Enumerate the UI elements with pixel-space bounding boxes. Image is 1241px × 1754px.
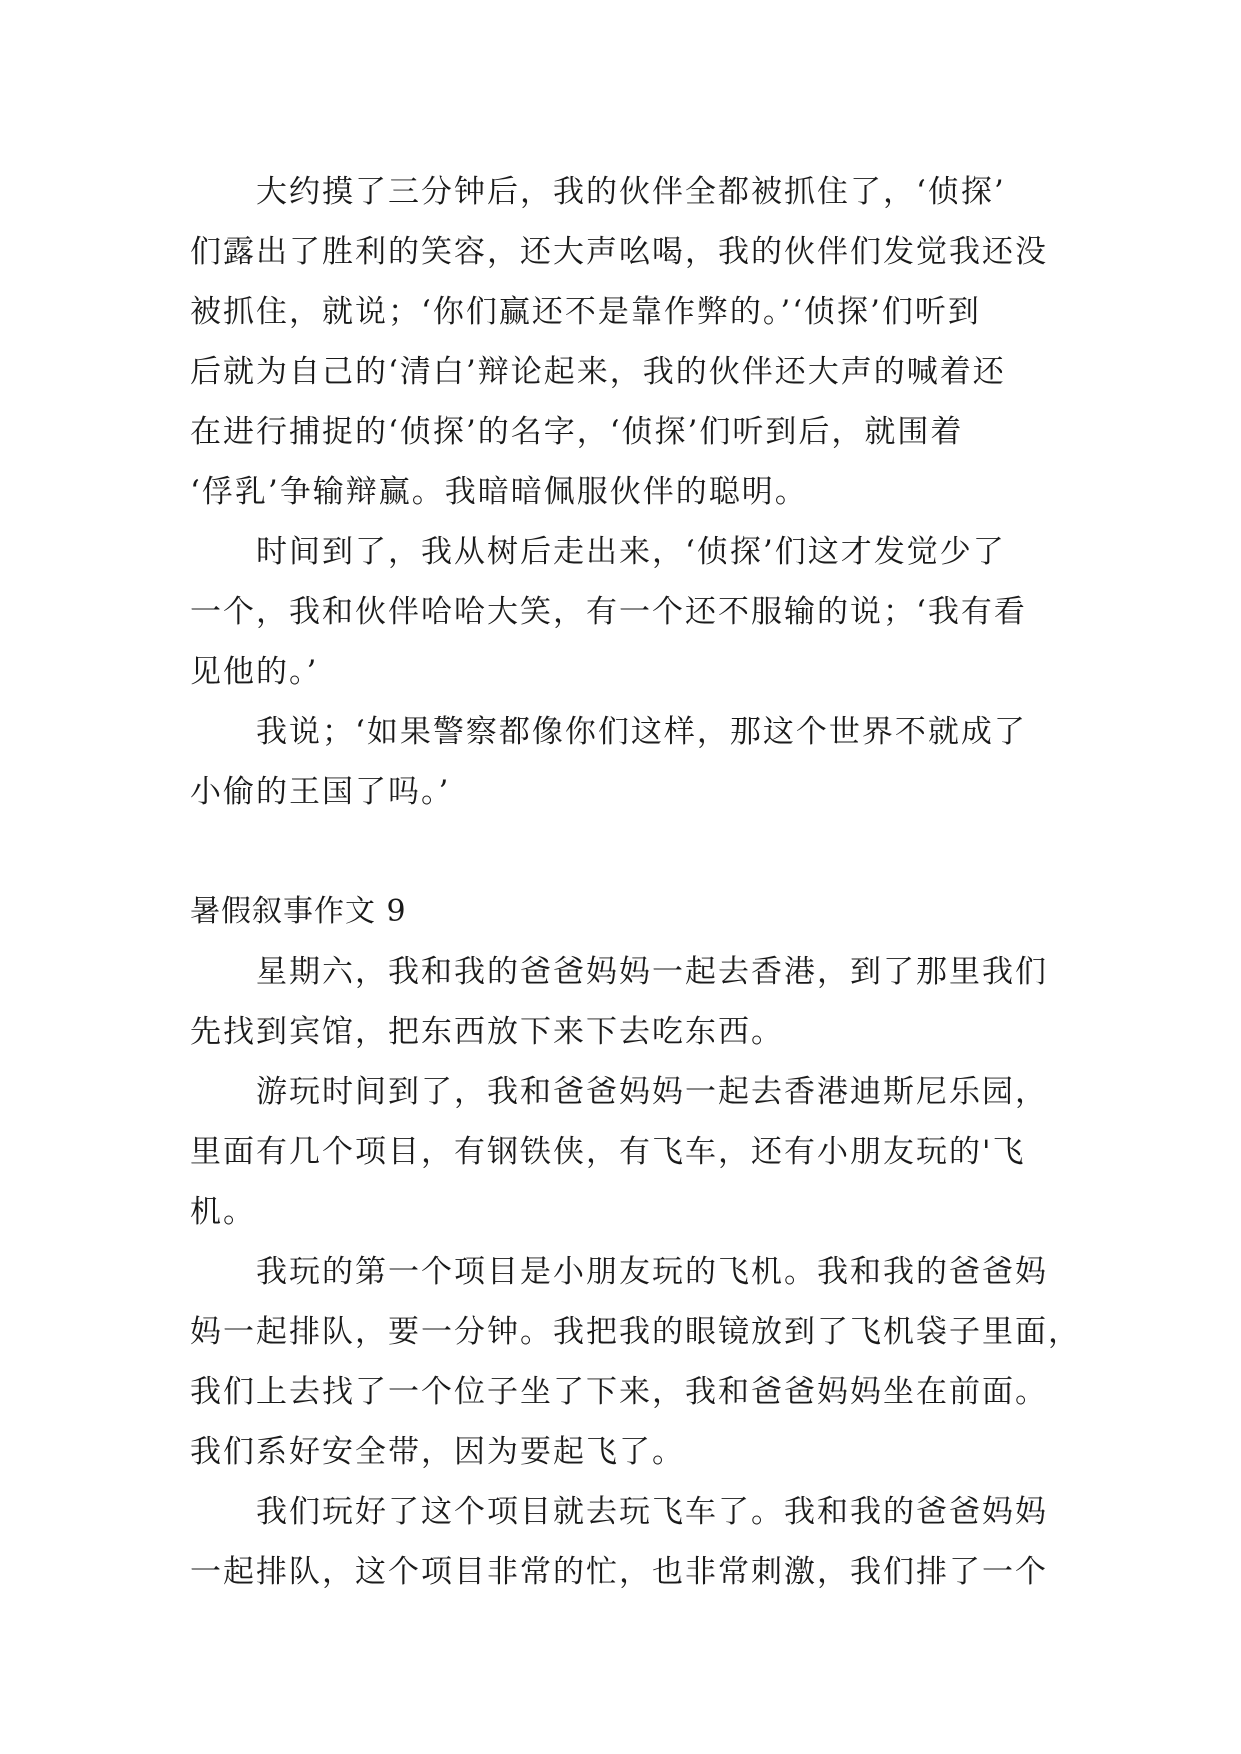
text-line: 时间到了，我从树后走出来，‘侦探’们这才发觉少了 <box>256 534 1006 570</box>
paragraph <box>190 522 1070 702</box>
text-line: 小偷的王国了吗。’ <box>190 774 451 810</box>
text-line: 里面有几个项目，有钢铁侠，有飞车，还有小朋友玩的'飞 <box>190 1134 1026 1170</box>
text-line: 被抓住，就说；‘你们赢还不是靠作弊的。’‘侦探’们听到 <box>190 294 981 330</box>
text-line: 妈一起排队，要一分钟。我把我的眼镜放到了飞机袋子里面， <box>190 1314 1081 1350</box>
text-line: 我说；‘如果警察都像你们这样，那这个世界不就成了 <box>256 714 1027 750</box>
paragraph <box>190 702 1070 822</box>
text-line: 在进行捕捉的‘侦探’的名字，‘侦探’们听到后，就围着 <box>190 414 964 450</box>
paragraph <box>190 1242 1081 1482</box>
story-ending-section <box>190 162 1070 822</box>
text-line: ‘俘乳’争输辩赢。我暗暗佩服伙伴的聪明。 <box>190 474 808 510</box>
text-line: 一个，我和伙伴哈哈大笑，有一个还不服输的说；‘我有看 <box>190 594 1027 630</box>
paragraph <box>190 162 1070 522</box>
text-line: 机。 <box>190 1194 256 1230</box>
document-page <box>190 162 1081 1602</box>
paragraph <box>190 942 1070 1062</box>
text-line: 我们上去找了一个位子坐了下来，我和爸爸妈妈坐在前面。 <box>190 1374 1048 1410</box>
text-line: 大约摸了三分钟后，我的伙伴全都被抓住了，‘侦探’ <box>256 174 1006 210</box>
paragraph <box>190 1062 1070 1242</box>
text-line: 见他的。’ <box>190 654 319 690</box>
essay-title: 暑假叙事作文 9 <box>190 894 407 929</box>
paragraph <box>190 1482 1070 1602</box>
text-line: 我们玩好了这个项目就去玩飞车了。我和我的爸爸妈妈 <box>256 1494 1048 1530</box>
text-line: 先找到宾馆，把东西放下来下去吃东西。 <box>190 1014 784 1050</box>
text-line: 星期六，我和我的爸爸妈妈一起去香港，到了那里我们 <box>256 954 1048 990</box>
text-line: 游玩时间到了，我和爸爸妈妈一起去香港迪斯尼乐园， <box>256 1074 1048 1110</box>
section-spacer <box>190 822 1070 882</box>
text-line: 后就为自己的‘清白’辩论起来，我的伙伴还大声的喊着还 <box>190 354 1006 390</box>
text-line: 我们系好安全带，因为要起飞了。 <box>190 1434 685 1470</box>
text-line: 我玩的第一个项目是小朋友玩的飞机。我和我的爸爸妈 <box>256 1254 1048 1290</box>
essay-section <box>190 882 1081 1602</box>
text-line: 们露出了胜利的笑容，还大声吆喝，我的伙伴们发觉我还没 <box>190 234 1048 270</box>
text-line: 一起排队，这个项目非常的忙，也非常刺激，我们排了一个 <box>190 1554 1048 1590</box>
